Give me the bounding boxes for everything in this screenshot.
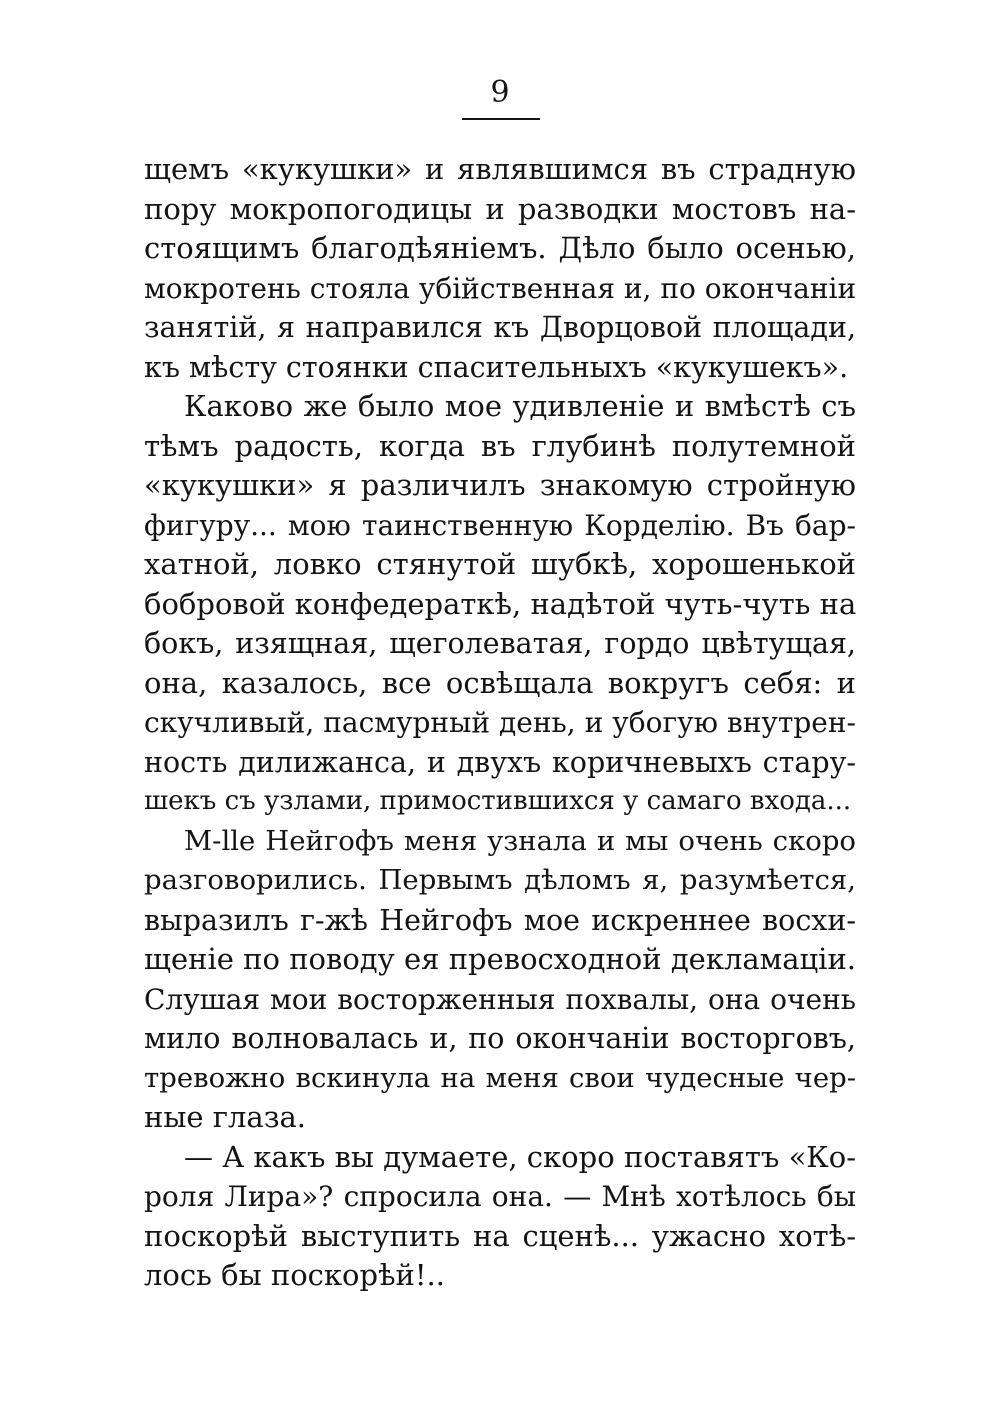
- text-line: фигуру... мою таинственную Корделію. Въ бар-: [144, 508, 856, 542]
- text-line: скучливый, пасмурный день, и убогую внутрен-: [144, 706, 856, 739]
- text-line: она, казалось, все освѣщала вокругъ себя: и: [144, 665, 856, 700]
- text-line: Каково же было мое удивленіе и вмѣстѣ съ: [184, 389, 856, 423]
- text-line: шекъ съ узлами, примостившихся у самаго входа...: [144, 786, 852, 816]
- text-line: къ мѣсту стоянки спасительныхъ «кукушекъ».: [144, 350, 849, 384]
- text-line: выразилъ г-жѣ Нейгофъ мое искреннее восхи-: [144, 903, 856, 937]
- text-line: бобровой конфедераткѣ, надѣтой чуть-чуть на: [144, 586, 856, 621]
- text-line: щеніе по поводу ея превосходной декламаціи.: [144, 942, 856, 976]
- text-line: — А какъ вы думаете, скоро поставятъ «Ко-: [184, 1139, 856, 1174]
- text-line: щемъ «кукушки» и являвшимся въ страдную: [144, 152, 856, 186]
- body-text: [144, 150, 856, 1296]
- page-number-rule: [462, 118, 540, 120]
- text-line: М-lle Нейгофъ меня узнала и мы очень скоро: [184, 824, 856, 857]
- text-line: бокъ, изящная, щеголеватая, гордо цвѣтущая,: [144, 627, 856, 660]
- text-line: ность дилижанса, и двухъ коричневыхъ стару-: [144, 745, 856, 779]
- text-line: тѣмъ радость, когда въ глубинѣ полутемной: [144, 428, 856, 463]
- text-line: мокротень стояла убійственная и, по окончаніи: [144, 271, 856, 305]
- text-line: хатной, ловко стянутой шубкѣ, хорошенькой: [144, 547, 856, 581]
- text-line: поскорѣй выступить на сценѣ... ужасно хотѣ-: [144, 1218, 856, 1253]
- text-line: Слушая мои восторженныя похвалы, она очень: [144, 982, 856, 1016]
- text-line: пору мокропогодицы и разводки мостовъ на-: [144, 191, 856, 226]
- text-line: мило волновалась и, по окончаніи восторговъ,: [144, 1022, 856, 1055]
- text-line: разговорились. Первымъ дѣломъ я, разумѣется,: [144, 864, 856, 896]
- text-line: лось бы поскорѣй!..: [144, 1258, 445, 1292]
- text-line: стоящимъ благодѣяніемъ. Дѣло было осенью,: [144, 231, 856, 265]
- text-line: роля Лира»? спросила она. — Мнѣ хотѣлось бы: [144, 1180, 856, 1213]
- page-number: 9: [490, 75, 510, 110]
- text-line: тревожно вскинула на меня свои чудесные чер-: [144, 1061, 856, 1094]
- text-line: ные глаза.: [144, 1100, 307, 1134]
- text-line: «кукушки» я различилъ знакомую стройную: [144, 468, 856, 502]
- text-line: занятій, я направился къ Дворцовой площади,: [144, 311, 856, 344]
